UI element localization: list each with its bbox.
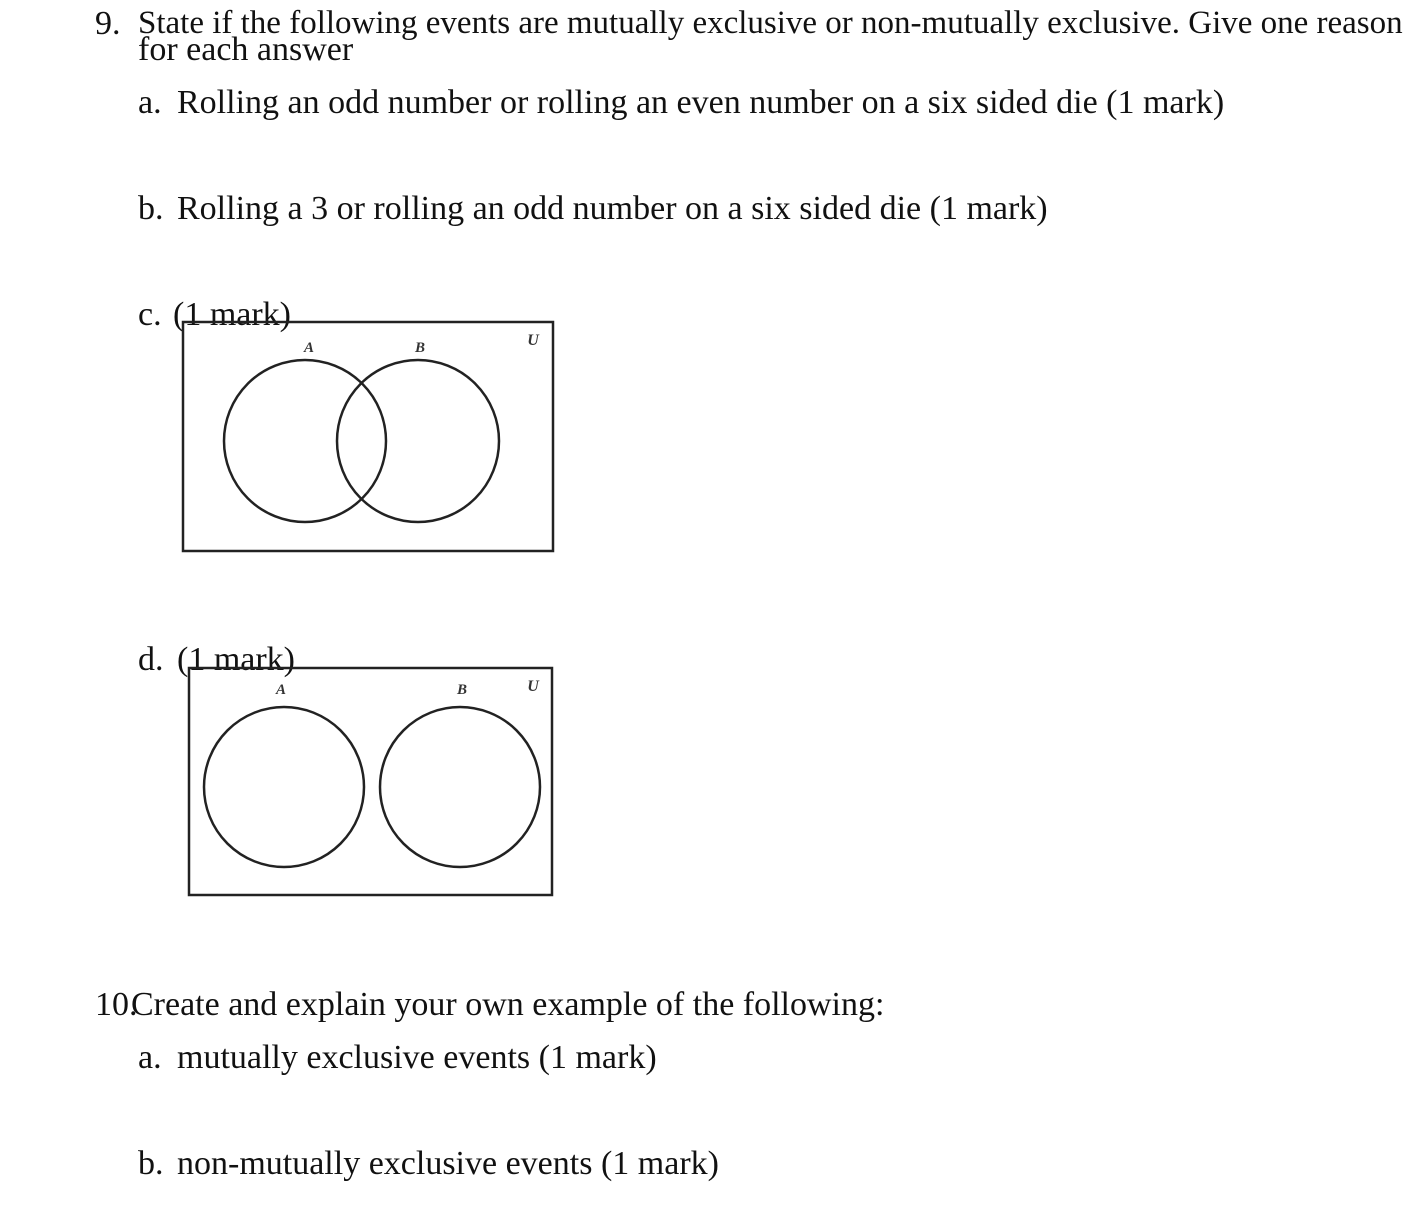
question-9c-text: (1 mark) [173, 296, 292, 333]
set-b-circle [380, 707, 540, 867]
set-b-label: B [414, 340, 426, 356]
set-a-label: A [303, 340, 315, 356]
question-9-prompt-line-2: for each answer [138, 31, 354, 68]
question-9d-text: (1 mark) [177, 641, 296, 678]
universal-set-label: U [527, 678, 539, 695]
venn-diagram-disjoint [187, 666, 555, 898]
question-10-prompt: Create and explain your own example of the following: [131, 986, 885, 1023]
question-10b-text: non-mutually exclusive events (1 mark) [177, 1145, 719, 1182]
question-9d-letter: d. [138, 641, 164, 678]
question-10-number: 10. [95, 986, 138, 1023]
question-9-number: 9. [95, 5, 121, 42]
question-10a-letter: a. [138, 1039, 162, 1076]
question-10a-text: mutually exclusive events (1 mark) [177, 1039, 657, 1076]
set-a-circle [204, 707, 364, 867]
universal-set-label: U [527, 332, 539, 349]
universal-set-box [189, 668, 552, 895]
question-10b-letter: b. [138, 1145, 164, 1182]
set-b-label: B [456, 682, 468, 698]
question-9a-letter: a. [138, 84, 162, 121]
question-9c-letter: c. [138, 296, 162, 333]
question-9-prompt-line-1: State if the following events are mutually exclusive or non-mutually exclusive. Give one reason [138, 5, 1403, 41]
set-a-label: A [275, 682, 287, 698]
question-9a-text: Rolling an odd number or rolling an even number on a six sided die (1 mark) [177, 84, 1225, 121]
question-9b-text: Rolling a 3 or rolling an odd number on a six sided die (1 mark) [177, 190, 1048, 227]
venn-diagram-overlapping [181, 320, 555, 554]
universal-set-box [183, 322, 553, 551]
question-9b-letter: b. [138, 190, 164, 227]
set-b-circle [337, 360, 499, 522]
